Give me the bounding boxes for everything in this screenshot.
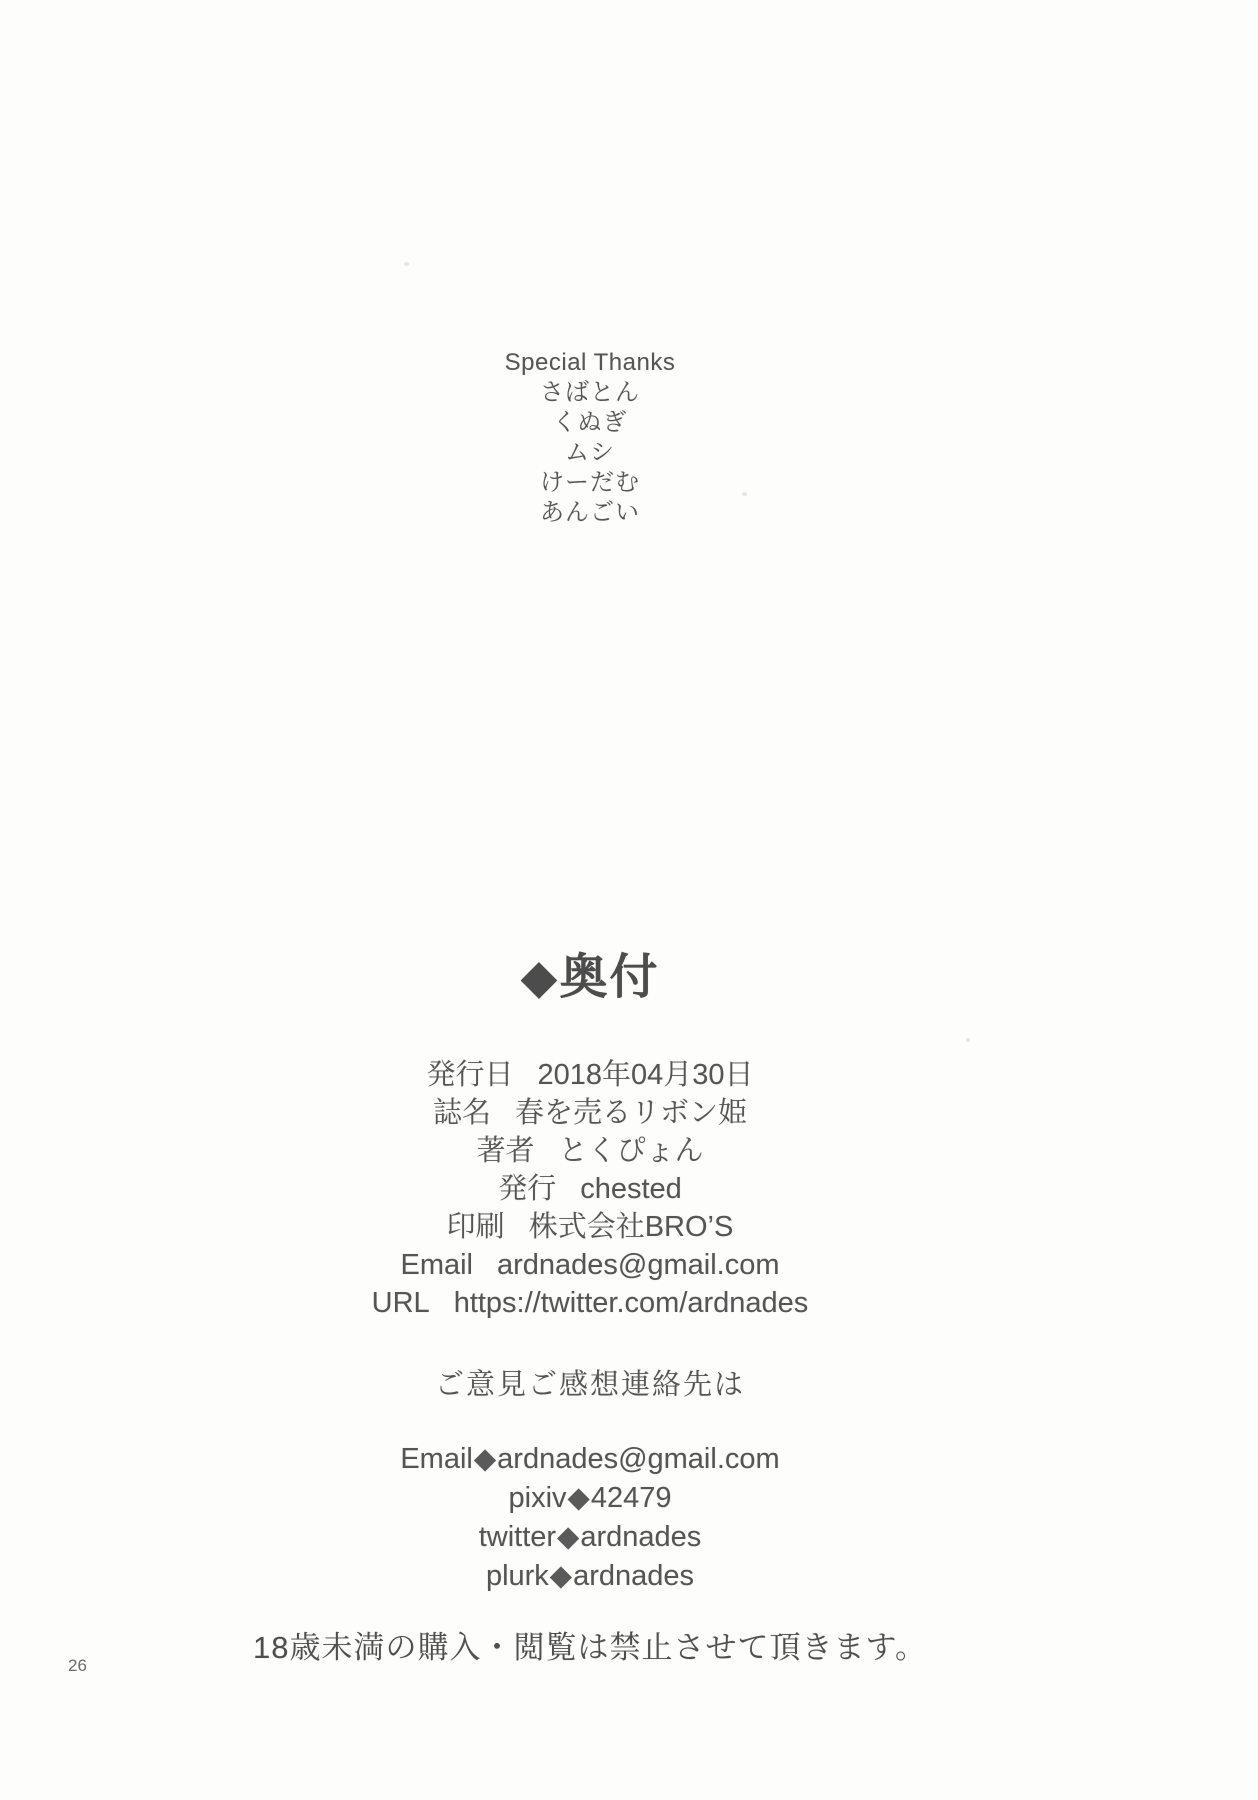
colophon-heading: ◆奥付 <box>520 951 660 1004</box>
info-value: とくぴょん <box>558 1135 704 1167</box>
contact-value: ardnades <box>580 1521 702 1553</box>
twitter-url: https://twitter.com/ardnades <box>453 1287 809 1319</box>
info-value: chested <box>580 1173 682 1205</box>
scan-artifact <box>966 1038 970 1042</box>
info-label: Email <box>400 1249 473 1281</box>
scan-artifact <box>404 262 409 266</box>
info-row-email <box>0 1246 1180 1284</box>
info-row-url <box>0 1284 1180 1322</box>
contact-value: 42479 <box>590 1482 672 1514</box>
diamond-separator-icon: ◆ <box>567 1482 590 1514</box>
info-row-title <box>0 1094 1180 1132</box>
info-row-publish-date <box>0 1056 1180 1094</box>
info-label: 発行 <box>498 1173 557 1205</box>
special-thanks-name: さばとん <box>540 379 640 406</box>
email-address: ardnades@gmail.com <box>497 1249 780 1281</box>
special-thanks-name: あんごい <box>540 499 640 526</box>
page-number: 26 <box>68 1656 87 1675</box>
contact-row-email <box>0 1440 1180 1479</box>
info-value: 株式会社BRO’S <box>528 1211 734 1243</box>
info-label: 著者 <box>476 1135 535 1167</box>
diamond-separator-icon: ◆ <box>557 1521 580 1553</box>
contact-service: pixiv <box>508 1482 567 1514</box>
info-label: 発行日 <box>426 1059 514 1091</box>
contact-list <box>0 1440 1180 1596</box>
info-label: 印刷 <box>446 1211 505 1243</box>
contact-row-pixiv <box>0 1479 1180 1518</box>
contact-heading: ご意見ご感想連絡先は <box>434 1369 745 1401</box>
contact-service: Email <box>400 1443 473 1475</box>
contact-row-plurk <box>0 1557 1180 1596</box>
special-thanks-name: ムシ <box>565 439 615 466</box>
contact-value: ardnades <box>573 1560 695 1592</box>
info-row-author <box>0 1132 1180 1170</box>
publication-info <box>0 1056 1180 1322</box>
diamond-separator-icon: ◆ <box>549 1560 573 1592</box>
contact-value: ardnades@gmail.com <box>497 1443 780 1475</box>
info-label: 誌名 <box>432 1097 491 1129</box>
info-row-printer <box>0 1208 1180 1246</box>
contact-row-twitter <box>0 1518 1180 1557</box>
info-label: URL <box>371 1287 430 1319</box>
scan-artifact <box>742 492 747 496</box>
info-value: 2018年04月30日 <box>537 1059 754 1091</box>
special-thanks-name: くぬぎ <box>552 409 628 436</box>
info-row-publisher <box>0 1170 1180 1208</box>
special-thanks-block <box>0 348 1180 528</box>
diamond-separator-icon: ◆ <box>473 1443 497 1475</box>
special-thanks-name: けーだむ <box>540 469 640 496</box>
age-restriction-warning: 18歳未満の購入・閲覧は禁止させて頂きます。 <box>253 1630 927 1665</box>
contact-service: plurk <box>485 1560 549 1592</box>
info-value: 春を売るリボン姫 <box>515 1097 748 1129</box>
special-thanks-title: Special Thanks <box>504 349 676 376</box>
contact-service: twitter <box>478 1521 557 1553</box>
